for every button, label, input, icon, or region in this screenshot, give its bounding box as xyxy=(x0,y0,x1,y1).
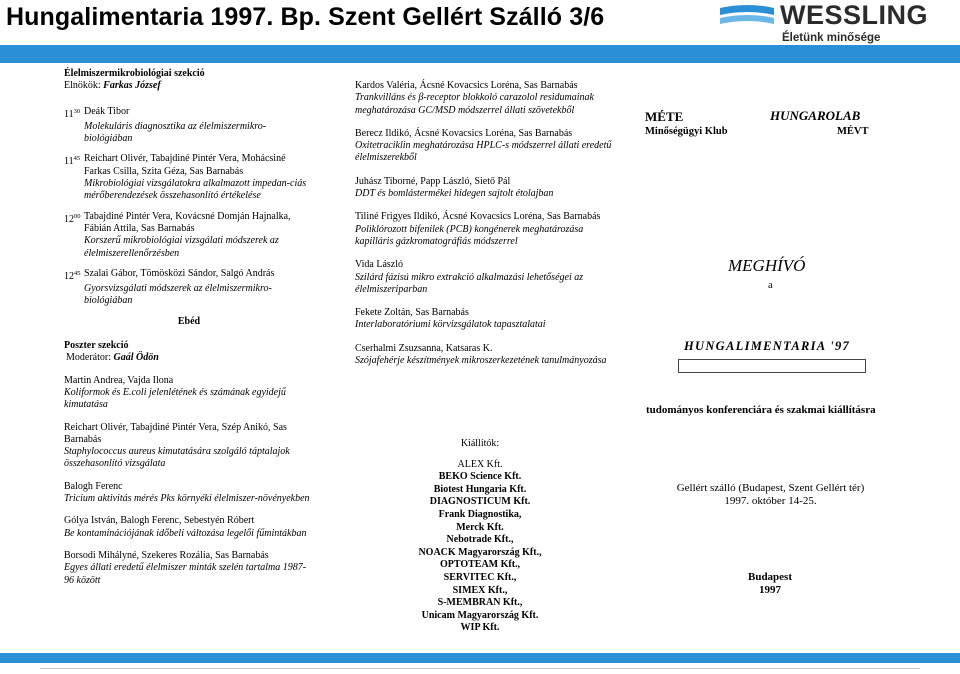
exhibitor-item: ALEX Kft. xyxy=(457,458,503,470)
event-description: tudományos konferenciára és szakmai kiállításra xyxy=(646,404,876,416)
poster-title: Be kontaminációjának időbeli változása legelői fűmintákban xyxy=(64,527,307,539)
header-bar xyxy=(0,45,960,63)
talk-title: Mikrobiológiai vizsgálatokra alkalmazott impedan-ciás mérőberendezések összehasonlító értékelése xyxy=(84,178,307,202)
section-title: Élelmiszermikrobiológiai szekció xyxy=(64,68,205,79)
exhibitor-item: S-MEMBRAN Kft., xyxy=(437,597,523,609)
poster-title: Tricium aktivitás mérés Pks környéki élelmiszer-növényekben xyxy=(64,493,310,505)
venue-line: Gellért szálló (Budapest, Szent Gellért tér) xyxy=(676,482,865,494)
talk-time: $12^{45}$ xyxy=(64,269,81,282)
talk-item xyxy=(64,211,314,260)
poster-authors: Tiliné Frigyes Ildikó, Ácsné Kovacsics Loréna, Sas Barnabás xyxy=(355,211,601,223)
poster-item xyxy=(64,375,314,412)
poster-authors: Berecz Ildikó, Ácsné Kovacsics Loréna, Sas Barnabás xyxy=(355,127,573,139)
talk-authors: Reichart Olivér, Tabajdiné Pintér Vera, Mohácsiné Farkas Csilla, Szita Géza, Sas Barnabás xyxy=(84,153,286,177)
poster-title: Szilárd fázisú mikro extrakció alkalmazási lehetőségei az élelmiszeriparban xyxy=(355,271,584,295)
exhibitor-item: WIP Kft. xyxy=(460,622,500,634)
lunch-break: Ebéd xyxy=(177,315,201,327)
moderator-label: Moderátor: xyxy=(66,352,111,364)
poster-title: Interlaboratóriumi körvizsgálatok tapasztalatai xyxy=(355,319,546,331)
exhibitor-item: SIMEX Kft., xyxy=(452,584,508,596)
poster-title: Staphylococcus aureus kimutatására szolgáló táptalajok összehasonlító vizsgálata xyxy=(64,446,290,470)
footer-bar xyxy=(0,653,960,663)
poster-authors: Fekete Zoltán, Sas Barnabás xyxy=(355,307,469,319)
city: Budapest xyxy=(747,571,793,583)
poster-item xyxy=(64,422,314,471)
poster-authors: Vida László xyxy=(355,259,403,271)
poster-item xyxy=(355,259,613,296)
exhibitors-list xyxy=(395,438,565,635)
invitation-heading: MEGHÍVÓ xyxy=(728,256,806,275)
exhibitor-item: Merck Kft. xyxy=(456,521,504,533)
exhibitor-item: Biotest Hungaria Kft. xyxy=(433,483,527,495)
slide-title: Hungalimentaria 1997. Bp. Szent Gellért Szálló 3/6 xyxy=(6,3,605,31)
exhibitor-item: DIAGNOSTICUM Kft. xyxy=(429,496,531,508)
poster-item xyxy=(355,343,613,368)
poster-item xyxy=(64,550,314,587)
organizer-mevt: MÉVT xyxy=(837,126,869,137)
place-block xyxy=(720,571,820,597)
exhibitor-item: Unicam Magyarország Kft. xyxy=(421,609,539,621)
poster-title: Trankvilláns és β-receptor blokkoló carazolol residumainak meghatározása GC/MSD módszerrel állati szövetekből xyxy=(355,92,594,116)
poster-authors: Juhász Tiborné, Papp László, Siető Pál xyxy=(355,175,511,187)
talk-authors: Szalai Gábor, Tömösközi Sándor, Salgó András xyxy=(84,267,275,279)
poster-item xyxy=(355,176,613,201)
chairs-line xyxy=(64,80,314,92)
poster-item xyxy=(355,307,613,332)
poster-title: Szójafehérje készítmények mikroszerkezetének tanulmányozása xyxy=(355,355,607,367)
talk-title: Molekuláris diagnosztika az élelmiszermikro-biológiában xyxy=(84,120,267,145)
talk-time: $12^{00}$ xyxy=(64,212,81,225)
talk-title: Korszerű mikrobiológiai vizsgálati módszerek az élelmiszerellenőrzésben xyxy=(84,235,279,259)
invitation-article: a xyxy=(768,280,773,291)
venue-block xyxy=(648,482,893,508)
poster-item xyxy=(64,481,314,506)
year: 1997 xyxy=(759,584,781,596)
program-middle-column xyxy=(355,80,613,375)
event-name: HUNGALIMENTARIA '97 xyxy=(684,339,851,353)
exhibitors-title: Kiállítók: xyxy=(460,438,500,449)
talk-item xyxy=(64,106,314,146)
footer-divider xyxy=(40,668,920,669)
poster-item xyxy=(355,128,613,165)
poster-title: Koliformok és E.coli jelenlétének és számának egyidejű kimutatása xyxy=(64,386,286,411)
chairs-label: Elnökök: xyxy=(64,80,101,92)
poster-title: Oxitetraciklin meghatározása HPLC-s módszerrel állati eredetű élelmiszerekből xyxy=(355,140,612,164)
poster-title: Poliklórozott bifenilek (PCB) kongénerek meghatározása kapilláris gázkromatográfiás módszerrel xyxy=(355,223,584,247)
date-line: 1997. október 14-25. xyxy=(724,495,817,507)
program-left-column xyxy=(64,68,314,595)
talk-authors: Tabajdiné Pintér Vera, Kovácsné Domján Hajnalka, Fábián Attila, Sas Barnabás xyxy=(84,210,291,234)
exhibitor-item: OPTOTEAM Kft., xyxy=(439,559,521,571)
talk-authors: Deák Tibor xyxy=(84,105,130,117)
talk-item xyxy=(64,268,314,308)
moderator-line xyxy=(64,352,314,364)
poster-item xyxy=(355,211,613,248)
exhibitor-item: Frank Diagnostika, xyxy=(438,508,522,520)
name-field-box xyxy=(678,359,866,373)
poster-authors: Gólya István, Balogh Ferenc, Sebestyén Róbert xyxy=(64,515,255,527)
poster-title: Egyes állati eredetű élelmiszer minták szelén tartalma 1987-96 között xyxy=(64,562,307,586)
poster-authors: Reichart Olivér, Tabajdiné Pintér Vera, Szép Anikó, Sas Barnabás xyxy=(64,421,287,445)
poster-authors: Cserhalmi Zsuzsanna, Katsaras K. xyxy=(355,342,493,354)
poster-authors: Borsodi Mihályné, Szekeres Rozália, Sas Barnabás xyxy=(64,549,269,561)
poster-authors: Balogh Ferenc xyxy=(64,480,123,492)
logo-wordmark: WESSLING xyxy=(780,0,929,30)
poster-authors: Kardos Valéria, Ácsné Kovacsics Loréna, Sas Barnabás xyxy=(355,80,578,91)
wessling-swoosh-logo-icon xyxy=(718,4,776,28)
exhibitor-item: Nebotrade Kft., xyxy=(446,534,514,546)
organizer-mete: MÉTE xyxy=(645,109,684,124)
chairs-name: Farkas József xyxy=(103,80,161,92)
moderator-name: Gaál Ödön xyxy=(113,352,159,364)
exhibitor-item: NOACK Magyarország Kft., xyxy=(418,546,542,558)
wessling-logo xyxy=(718,2,950,50)
poster-title: DDT és bomlástermékei hidegen sajtolt étolajban xyxy=(355,188,554,200)
exhibitor-item: BEKO Science Kft. xyxy=(438,471,522,483)
organizer-mete-subtitle: Minőségügyi Klub xyxy=(645,126,728,137)
poster-item xyxy=(64,515,314,540)
talk-time: $11^{30}$ xyxy=(64,107,81,120)
talk-time: $11^{45}$ xyxy=(64,155,81,168)
organizer-hungarolab: HUNGAROLAB xyxy=(770,108,861,123)
poster-item xyxy=(355,80,613,117)
logo-tagline: Életünk minősége xyxy=(782,32,881,44)
poster-authors: Martin Andrea, Vajda Ilona xyxy=(64,374,174,386)
poster-section-title: Poszter szekció xyxy=(64,340,129,352)
talk-title: Gyorsvizsgálati módszerek az élelmiszermikro-biológiában xyxy=(84,283,272,307)
talk-item xyxy=(64,153,314,202)
exhibitor-item: SERVITEC Kft., xyxy=(443,571,517,583)
